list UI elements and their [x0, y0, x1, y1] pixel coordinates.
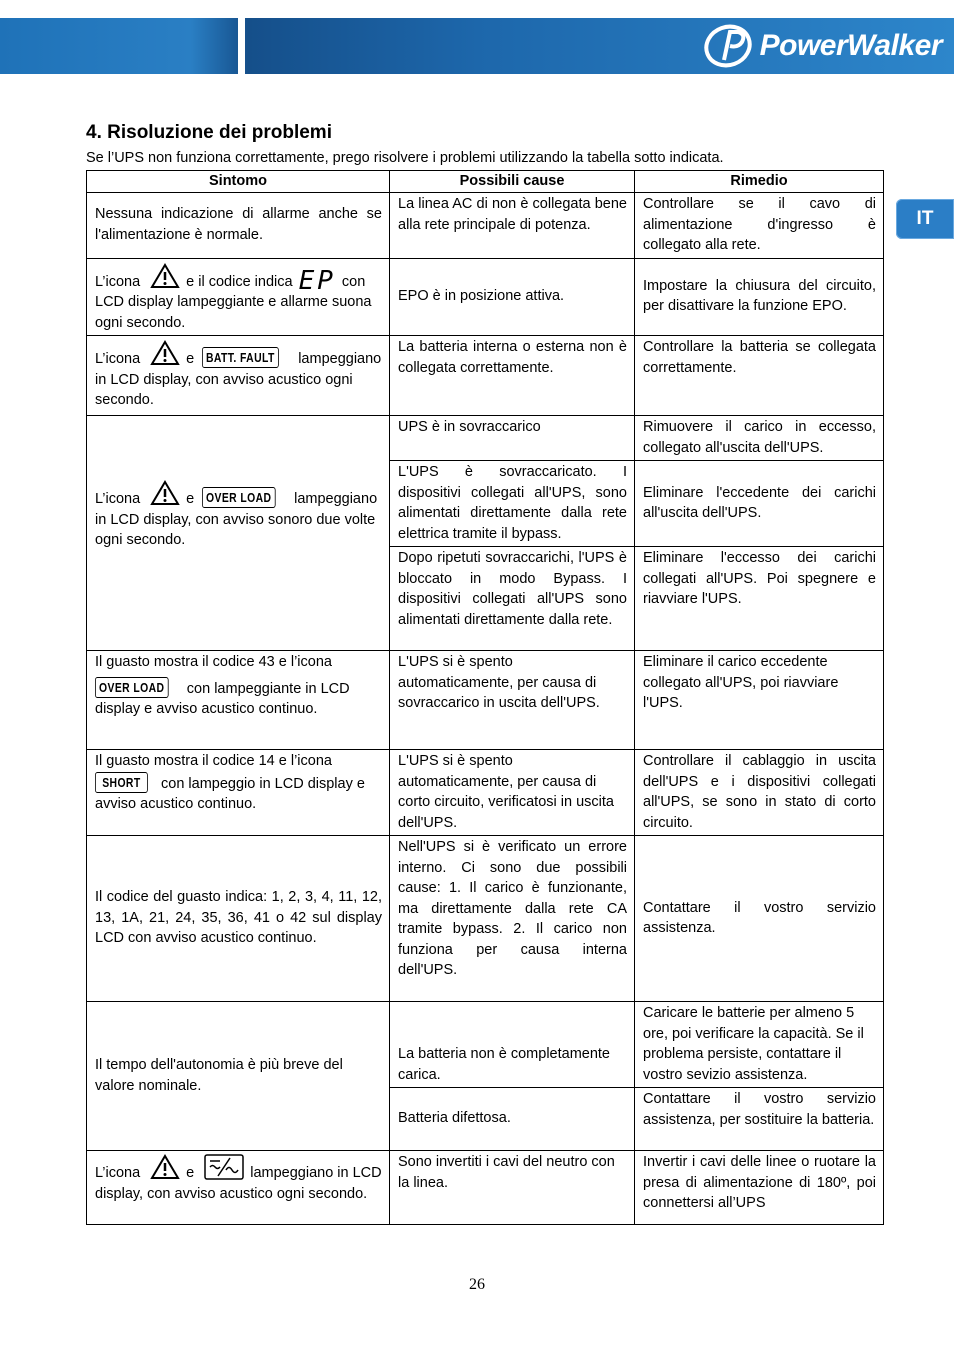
remedy-cell: Impostare la chiusura del circuito, per disattivare la funzione EPO. — [635, 258, 884, 336]
symptom-cell — [87, 651, 390, 750]
warning-icon — [150, 480, 180, 506]
section-title: 4. Risoluzione dei problemi — [86, 122, 332, 143]
symptom-text: Il guasto mostra il codice 14 e l’icona — [95, 753, 332, 769]
symptom-text: e — [186, 491, 195, 507]
symptom-cell — [87, 1151, 390, 1225]
cause-cell: La batteria interna o esterna non è collegata correttamente. — [390, 336, 635, 416]
table-row — [87, 193, 884, 259]
table-row — [87, 651, 884, 750]
remedy-cell: Contattare il vostro servizio assistenza, per sostituire la batteria. — [635, 1088, 884, 1151]
table-row — [87, 336, 884, 416]
page-number: 26 — [469, 1276, 485, 1293]
remedy-cell: Eliminare l'eccesso dei carichi collegati all'UPS. Poi spegnere e riavviare l'UPS. — [635, 547, 884, 651]
header-symptom: Sintomo — [87, 171, 390, 193]
symptom-cell: Il codice del guasto indica: 1, 2, 3, 4, 11, 12, 13, 1A, 21, 24, 35, 36, 41 o 42 sul display LCD con avviso acustico continuo. — [87, 836, 390, 1002]
symptom-text: L’icona — [95, 273, 141, 290]
symptom-cell: Nessuna indicazione di allarme anche se l'alimentazione è normale. — [87, 193, 390, 259]
symptom-text: Il guasto mostra il codice 43 e l’icona — [95, 654, 332, 670]
brand — [702, 24, 942, 68]
symptom-text: e il codice indica — [186, 273, 293, 290]
table-row — [87, 258, 884, 336]
symptom-text: con lampeggiante in LCD display e avviso acustico continuo. — [95, 680, 350, 717]
cause-cell: Nell'UPS si è verificato un errore interno. Ci sono due possibili cause: 1. Il carico è funzionante, ma direttamente dalla rete CA tramite bypass. 2. Il carico non funziona per causa interna dell'UPS. — [390, 836, 635, 1002]
cause-cell: L'UPS si è spento automaticamente, per causa di corto circuito, verificatosi in uscita dell'UPS. — [390, 750, 635, 836]
remedy-cell: Controllare il cablaggio in uscita dell'UPS e i dispositivi collegati all'UPS, se sono in stato di corto circuito. — [635, 750, 884, 836]
remedy-cell: Caricare le batterie per almeno 5 ore, poi verificare la capacità. Se il problema persiste, contattare il vostro sevizio assistenza. — [635, 1002, 884, 1088]
header-remedy: Rimedio — [635, 171, 884, 193]
batt-fault-icon: BATT. FAULT — [202, 347, 279, 368]
symptom-cell — [87, 336, 390, 416]
symptom-text: L’icona — [95, 351, 141, 367]
header-causes: Possibili cause — [390, 171, 635, 193]
brand-name: PowerWalker — [759, 29, 942, 62]
table-row — [87, 836, 884, 1002]
table-row — [87, 1151, 884, 1225]
warning-icon — [150, 1154, 180, 1180]
short-icon: SHORT — [95, 772, 148, 793]
cause-cell: Batteria difettosa. — [390, 1088, 635, 1151]
table-row — [87, 1002, 884, 1088]
symptom-text: e — [186, 351, 195, 367]
remedy-cell: Contattare il vostro servizio assistenza. — [635, 836, 884, 1002]
symptom-cell — [87, 258, 390, 336]
cause-cell: Sono invertiti i cavi del neutro con la linea. — [390, 1151, 635, 1225]
symptom-text: lampeggiano in LCD display, con avviso acustico ogni secondo. — [95, 351, 382, 408]
symptom-text: L’icona — [95, 1165, 141, 1181]
header-divider — [238, 18, 245, 74]
section-intro: Se l’UPS non funziona correttamente, prego risolvere i problemi utilizzando la tabella sotto indicata. — [86, 150, 724, 166]
cause-cell: La batteria non è completamente carica. — [390, 1002, 635, 1088]
remedy-cell: Rimuovere il carico in eccesso, collegato all'uscita dell'UPS. — [635, 416, 884, 461]
cause-cell: L'UPS è sovraccaricato. I dispositivi collegati all'UPS, sono alimentati direttamente dalla rete elettrica tramite il bypass. — [390, 461, 635, 547]
language-tab[interactable]: IT — [896, 199, 954, 239]
table-row — [87, 416, 884, 461]
remedy-cell: Eliminare il carico eccedente collegato all'UPS, poi riavviare l'UPS. — [635, 651, 884, 750]
remedy-cell: Controllare la batteria se collegata correttamente. — [635, 336, 884, 416]
remedy-cell: Eliminare l'eccedente dei carichi all'uscita dell'UPS. — [635, 461, 884, 547]
symptom-text: con lampeggio in LCD display e avviso acustico continuo. — [95, 775, 365, 812]
symptom-text: con LCD display lampeggiante e allarme suona ogni secondo. — [95, 273, 372, 331]
warning-icon — [150, 340, 180, 366]
symptom-cell — [87, 416, 390, 651]
symptom-cell — [87, 750, 390, 836]
table-row — [87, 750, 884, 836]
warning-icon — [150, 263, 180, 289]
cause-cell: UPS è in sovraccarico — [390, 416, 635, 461]
site-fault-icon — [204, 1154, 244, 1180]
cause-cell: Dopo ripetuti sovraccarichi, l'UPS è bloccato in modo Bypass. I dispositivi collegati all'UPS sono alimentati direttamente dalla rete. — [390, 547, 635, 651]
table-header-row — [87, 171, 884, 193]
symptom-text: lampeggiano in LCD display, con avviso sonoro due volte ogni secondo. — [95, 491, 378, 548]
over-load-icon: OVER LOAD — [202, 487, 275, 508]
cause-cell: L'UPS si è spento automaticamente, per causa di sovraccarico in uscita dell'UPS. — [390, 651, 635, 750]
troubleshooting-table — [86, 170, 884, 1225]
symptom-cell: Il tempo dell'autonomia è più breve del valore nominale. — [87, 1002, 390, 1151]
remedy-cell: Controllare se il cavo di alimentazione d'ingresso è collegato alla rete. — [635, 193, 884, 259]
ep-code-icon: EP — [298, 265, 336, 296]
symptom-text: e — [186, 1165, 195, 1181]
cause-cell: EPO è in posizione attiva. — [390, 258, 635, 336]
symptom-text: L’icona — [95, 491, 141, 507]
powerwalker-logo-icon — [702, 24, 754, 68]
remedy-cell: Invertir i cavi delle linee o ruotare la presa di alimentazione di 180º, poi connettersi all’UPS — [635, 1151, 884, 1225]
cause-cell: La linea AC di non è collegata bene alla rete principale di potenza. — [390, 193, 635, 259]
symptom-text: lampeggiano in LCD display, con avviso acustico ogni secondo. — [95, 1165, 382, 1202]
over-load-icon: OVER LOAD — [95, 677, 168, 698]
